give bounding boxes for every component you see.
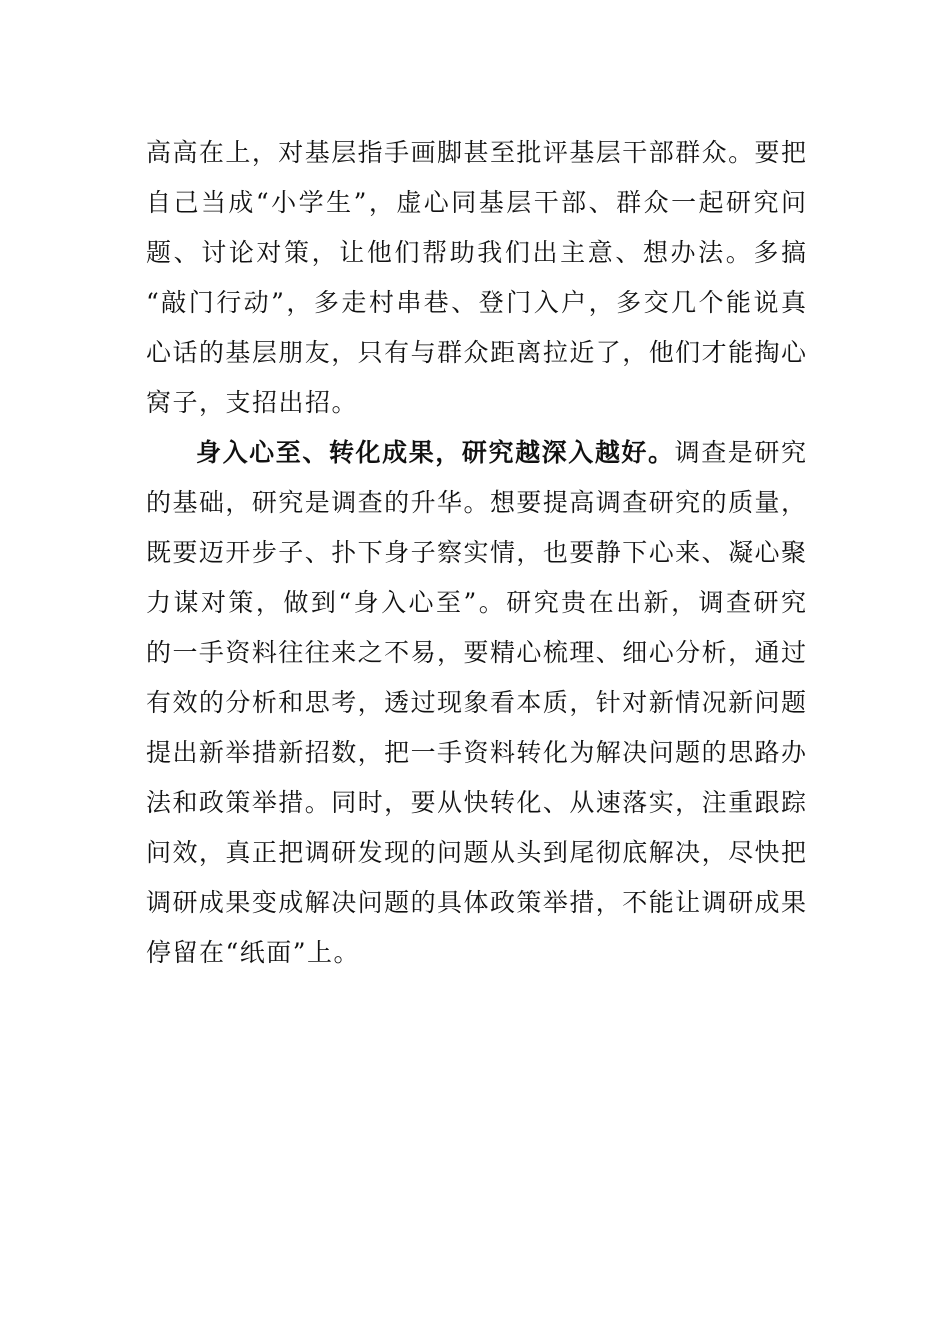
text-line: 提出新举措新招数，把一手资料转化为解决问题的思路办	[146, 738, 806, 767]
paragraph-1	[146, 128, 806, 428]
text-line	[146, 428, 806, 478]
text-line: “敲门行动”，多走村串巷、登门入户，多交几个能说真	[146, 288, 806, 317]
text-line: 力谋对策，做到“身入心至”。研究贵在出新，调查研究	[146, 588, 806, 617]
paragraph-2	[146, 428, 806, 978]
text-line: 自己当成“小学生”，虚心同基层干部、群众一起研究问	[146, 188, 806, 217]
heading-line-rest: 调查是研究	[674, 438, 806, 467]
text-line: 既要迈开步子、扑下身子察实情，也要静下心来、凝心聚	[146, 538, 806, 567]
paragraph-heading: 身入心至、转化成果，研究越深入越好。	[196, 438, 675, 467]
text-line: 题、讨论对策，让他们帮助我们出主意、想办法。多搞	[146, 238, 806, 267]
text-line: 有效的分析和思考，透过现象看本质，针对新情况新问题	[146, 688, 806, 717]
text-line: 高高在上，对基层指手画脚甚至批评基层干部群众。要把	[146, 138, 806, 167]
text-line: 调研成果变成解决问题的具体政策举措，不能让调研成果	[146, 888, 806, 917]
text-line: 停留在“纸面”上。	[146, 938, 361, 967]
text-line: 法和政策举措。同时，要从快转化、从速落实，注重跟踪	[146, 788, 806, 817]
body-text	[146, 128, 806, 978]
text-line: 问效，真正把调研发现的问题从头到尾彻底解决，尽快把	[146, 838, 806, 867]
text-line: 心话的基层朋友，只有与群众距离拉近了，他们才能掏心	[146, 338, 806, 367]
text-line: 的一手资料往往来之不易，要精心梳理、细心分析，通过	[146, 638, 806, 667]
text-line: 的基础，研究是调查的升华。想要提高调查研究的质量，	[146, 488, 806, 517]
text-line: 窝子，支招出招。	[146, 388, 359, 417]
